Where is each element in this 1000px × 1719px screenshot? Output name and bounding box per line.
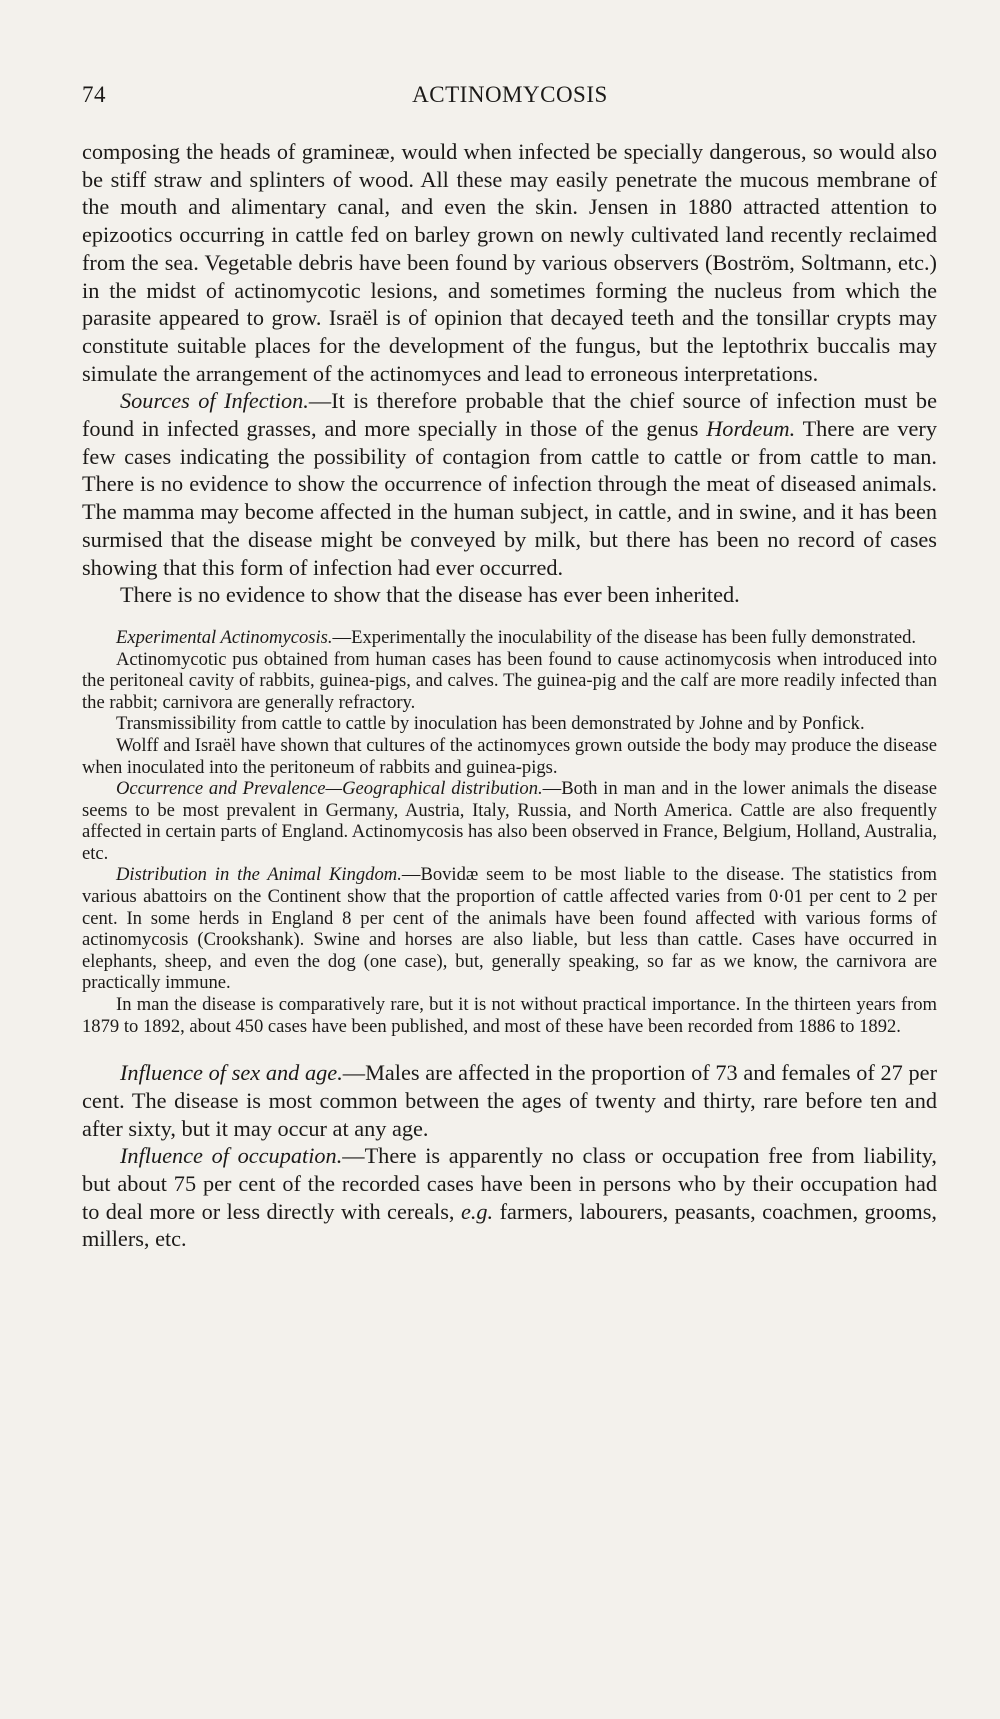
paragraph-vegetable-debris: composing the heads of gramineæ, would when infected be specially dangerous, so would also be stiff straw and splinters of wood. All these may easily penetrate the mucous membrane of the mouth and alimentary canal, and even the skin. Jensen in 1880 attracted attention to epizootics occurring in cattle fed on barley grown on newly cultivated land recently reclaimed from the sea. Vegetable debris have been found by various observers (Boström, Soltmann, etc.) in the midst of actinomycotic lesions, and sometimes forming the nucleus from which the parasite appeared to grow. Israël is of opinion that decayed teeth and the tonsillar crypts may constitute suitable places for the development of the fungus, but the leptothrix buccalis may simulate the arrangement of the actinomyces and lead to erroneous interpretations. (82, 139, 937, 386)
occupation-text-b: farmers, labourers, peasants, coachmen, grooms, millers, etc. (82, 1198, 937, 1252)
experimental-text: —Experimentally the inoculability of the disease has been fully demonstrated. (332, 626, 917, 648)
occurrence-text: —Both in man and in the lower animals the disease seems to be most prevalent in Germany, Austria, Italy, Russia, and North America. Cattle are also frequently affected in certain parts of England. Actinomycosis has also been observed in France, Belgium, Holland, Australia, etc. (82, 778, 937, 864)
animal-distribution-text: —Bovidæ seem to be most liable to the disease. The statistics from various abattoirs on the Continent show that the proportion of cattle affected varies from 0·01 per cent to 2 per cent. In some herds in England 8 per cent of the animals have been found affected with various forms of actinomycosis (Crookshank). Swine and horses are also liable, but less than cattle. Cases have occurred in elephants, sheep, and even the dog (one case), but, generally speaking, so far as we know, the carnivora are practically immune. (82, 864, 937, 994)
section-heading-occurrence: Occurrence and Prevalence—Geographical distribution. (116, 778, 543, 800)
sex-age-text: —Males are affected in the proportion of 73 and females of 27 per cent. The disease is most common between the ages of twenty and thirty, rare before ten and after sixty, but it may occur at any age. (82, 1060, 937, 1141)
sources-text-b: There are very few cases indicating the possibility of contagion from cattle to cattle or from cattle to man. There is no evidence to show the occurrence of infection through the meat of diseased animals. The mamma may become affected in the human subject, in cattle, and in swine, and it has been surmised that the disease might be conveyed by milk, but there has been no record of cases showing that this form of infection had ever occurred. (82, 416, 937, 580)
running-title: ACTINOMYCOSIS (412, 82, 608, 107)
paragraph-cultures: Wolff and Israël have shown that cultures of the actinomyces grown outside the body may produce the disease when inoculated into the peritoneum of rabbits and guinea-pigs. (82, 734, 937, 778)
section-heading-animal-kingdom: Distribution in the Animal Kingdom. (116, 864, 402, 886)
paragraph-animal-distribution (82, 864, 937, 994)
paragraph-occurrence (82, 778, 937, 864)
section-heading-sources-of-infection: Sources of Infection. (120, 388, 309, 414)
page-body (82, 138, 937, 1253)
occupation-text-a: —There is apparently no class or occupation free from liability, but about 75 per cent of the recorded cases have been in persons who by their occupation had to deal more or less directly with cereals, (82, 1143, 937, 1224)
paragraph-sex-age (82, 1059, 937, 1142)
paragraph-inheritance: There is no evidence to show that the disease has ever been inherited. (120, 582, 740, 608)
paragraph-occupation (82, 1142, 937, 1253)
section-heading-experimental: Experimental Actinomycosis. (116, 626, 333, 648)
paragraph-human-pus: Actinomycotic pus obtained from human cases has been found to cause actinomycosis when introduced into the peritoneal cavity of rabbits, guinea-pigs, and calves. The guinea-pig and the calf are more readily infected than the rabbit; carnivora are generally refractory. (82, 648, 937, 713)
page-number: 74 (82, 82, 106, 107)
paragraph-sources-of-infection (82, 387, 937, 581)
running-header (82, 82, 938, 116)
sources-text-a: —It is therefore probable that the chief source of infection must be found in infected grasses, and more specially in those of the genus (82, 388, 937, 442)
abbreviation-eg: e.g. (460, 1198, 494, 1224)
paragraph-man-rarity: In man the disease is comparatively rare, but it is not without practical importance. In the thirteen years from 1879 to 1892, about 450 cases have been published, and most of these have been recorded from 1886 to 1892. (82, 994, 937, 1037)
paragraph-transmissibility: Transmissibility from cattle to cattle by inoculation has been demonstrated by Johne and by Ponfick. (116, 713, 865, 735)
genus-name: Hordeum. (706, 416, 796, 442)
section-heading-sex-age: Influence of sex and age. (120, 1060, 343, 1086)
paragraph-experimental (82, 627, 937, 649)
section-heading-occupation: Influence of occupation. (120, 1143, 343, 1169)
